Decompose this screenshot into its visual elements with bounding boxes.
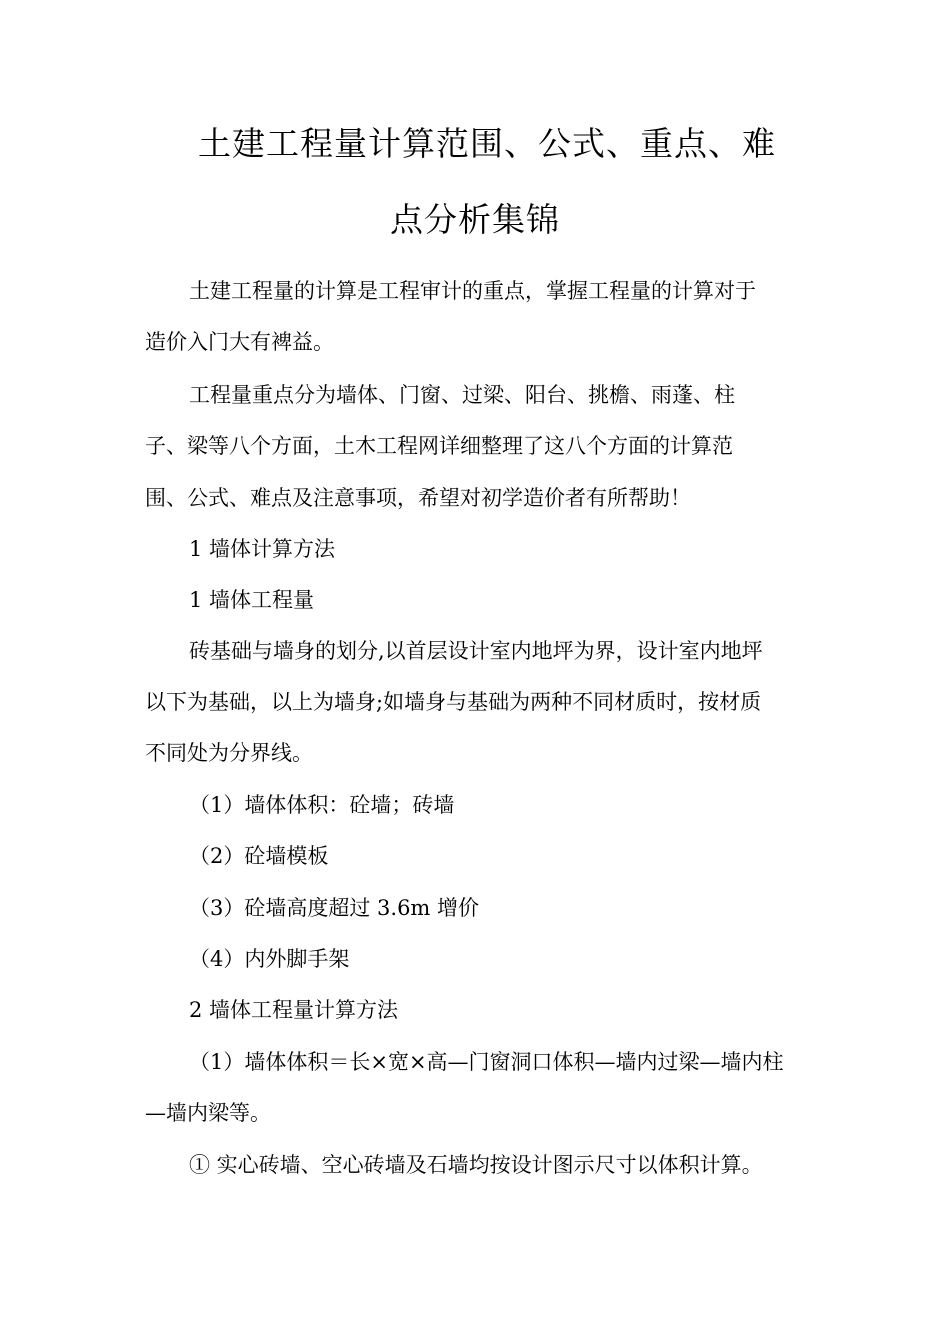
paragraph-line: 造价入门大有裨益。 xyxy=(145,330,334,354)
paragraph-line: 围、公式、难点及注意事项，希望对初学造价者有所帮助！ xyxy=(145,486,691,510)
paragraph-line: 不同处为分界线。 xyxy=(145,741,313,765)
paragraph-line: 子、梁等八个方面，土木工程网详细整理了这八个方面的计算范 xyxy=(145,434,733,458)
section-heading: 1 墙体计算方法 xyxy=(189,537,336,561)
paragraph-line: ① 实心砖墙、空心砖墙及石墙均按设计图示尺寸以体积计算。 xyxy=(189,1153,763,1177)
paragraph-line: —墙内梁等。 xyxy=(145,1101,271,1125)
document-title-line-1: 土建工程量计算范围、公式、重点、难 xyxy=(198,124,776,163)
subsection-heading: 2 墙体工程量计算方法 xyxy=(189,998,399,1022)
document-title-line-2: 点分析集锦 xyxy=(390,200,560,239)
paragraph-line: 土建工程量的计算是工程审计的重点，掌握工程量的计算对于 xyxy=(189,279,756,303)
list-item: （2）砼墙模板 xyxy=(189,844,329,868)
paragraph-line: 砖基础与墙身的划分,以首层设计室内地坪为界，设计室内地坪 xyxy=(189,639,763,663)
list-item: （3）砼墙高度超过 3.6m 增价 xyxy=(189,896,480,920)
list-item: （1）墙体体积：砼墙；砖墙 xyxy=(189,793,455,817)
paragraph-line: 工程量重点分为墙体、门窗、过梁、阳台、挑檐、雨蓬、柱 xyxy=(189,383,735,407)
subsection-heading: 1 墙体工程量 xyxy=(189,588,315,612)
paragraph-line: （1）墙体体积＝长×宽×高—门窗洞口体积—墙内过梁—墙内柱 xyxy=(189,1050,784,1074)
list-item: （4）内外脚手架 xyxy=(189,947,350,971)
paragraph-line: 以下为基础，以上为墙身;如墙身与基础为两种不同材质时，按材质 xyxy=(145,690,762,714)
